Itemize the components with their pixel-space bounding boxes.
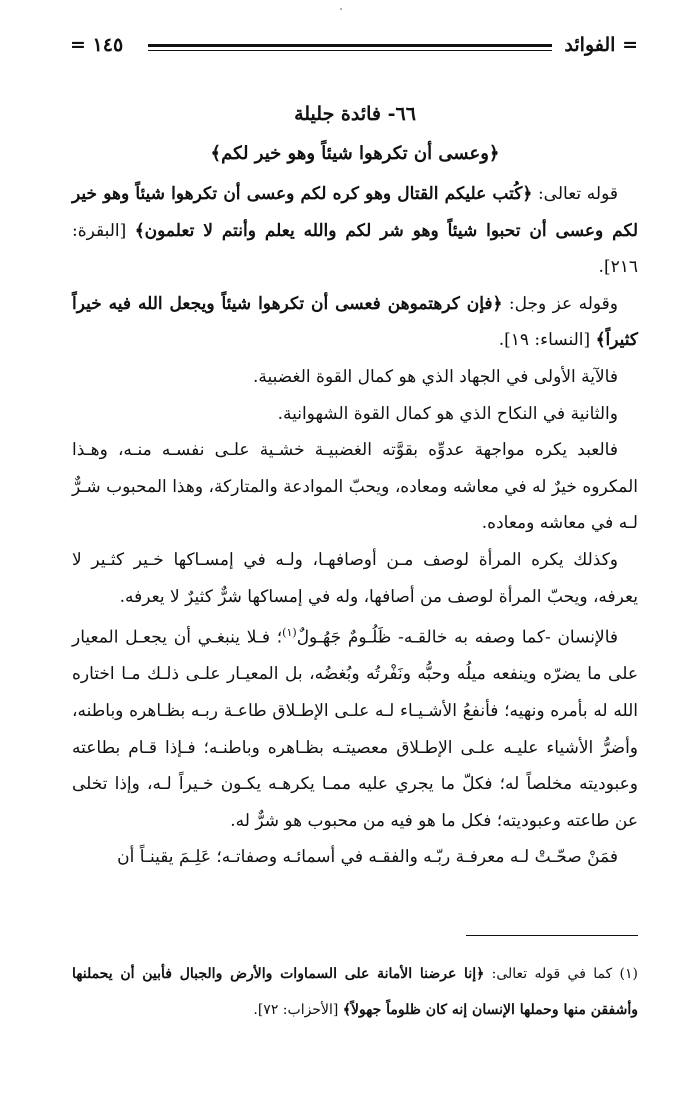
paragraph-body: ؛ فـلا ينبغـي أن يجعـل المعيار على ما يضرّه وينفعه ميلُه وحبُّه ونَفْرتُه وبُغضُه، بل المعيـار علـى ذلـك مـا اختاره الله له بأمره ونهيه؛ فأنفعُ الأشـيـاء لـه علـى الإطـلاق طاعـة ربـه بظـاهره وباطنه، وأضرُّ الأشياء عليـه علـى الإطـلاق معصيتـه بظـاهره وباطنـه؛ فـإذا قـام بطاعته وعبوديته مخلصاً له؛ فكلّ ما يجري عليه ممـا يكرهـه يكـون خـيراً لـه، وإذا تخلى عن طاعته وعبوديته؛ فكل ما هو فيه من محبوب هو شرٌّ له. — [72, 627, 638, 831]
paragraph-lead: وقوله عز وجل: — [502, 293, 619, 314]
header-rule — [148, 44, 552, 51]
book-title: = الفوائد — [564, 34, 638, 56]
verse-reference: [البقرة: ٢١٦]. — [72, 220, 638, 278]
paragraph-7 — [72, 615, 638, 839]
quran-quote: ﴿كُتب عليكم القتال وهو كره لكم وعسى أن تكرهوا شيئاً وهو خير لكم وعسى أن تحبوا شيئاً وهو شر لكم والله يعلم وأنتم لا تعلمون﴾ — [72, 184, 639, 241]
paragraph-3: فالآية الأولى في الجهاد الذي هو كمال القوة الغضبية. — [253, 366, 618, 387]
paragraph-4: والثانية في النكاح الذي هو كمال القوة الشهوانية. — [277, 403, 618, 424]
footnote-lead: (١) كما في قوله تعالى: — [484, 966, 638, 982]
paragraph-2 — [72, 286, 638, 359]
footnote-rule — [466, 935, 638, 936]
scan-speck — [340, 8, 342, 10]
section-verse-title: ﴿وعسى أن تكرهوا شيئاً وهو خير لكم﴾ — [210, 143, 500, 164]
page-number: ١٤٥ = — [70, 34, 124, 56]
paragraph-8: فمَنْ صحّـتْ لـه معرفـة ربّـه والفقـه في أسمائـه وصفاتـه؛ عَلِـمَ يقينـاً أن — [117, 847, 618, 868]
paragraph-lead: فالإنسان -كما وصفه به خالقـه- ظَلُـومٌ جَهُـولٌ — [296, 627, 619, 648]
paragraph-6: وكذلك يكره المرأة لوصف مـن أوصافهـا، ولـه في إمسـاكها خـير كثـير لا يعرفه، ويحبّ المرأة لوصف من أصافها، وله في إمساكها شرٌّ كثيرٌ لا يعرفه. — [72, 549, 638, 607]
footnote-reference[interactable]: (١) — [282, 626, 297, 640]
running-header — [70, 34, 638, 58]
footnote — [72, 956, 638, 1028]
quran-quote: ﴿فإن كرهتموهن فعسى أن تكرهوا شيئاً ويجعل الله فيه خيراً كثيراً﴾ — [72, 293, 638, 351]
footnote-reference-citation: [الأحزاب: ٧٢]. — [253, 1002, 343, 1018]
verse-reference: [النساء: ١٩]. — [498, 330, 596, 351]
section-heading: ٦٦- فائدة جليلة — [294, 103, 416, 125]
main-text — [72, 96, 638, 876]
paragraph-lead: قوله تعالى: — [532, 184, 618, 204]
paragraph-1 — [72, 176, 638, 286]
paragraph-5: فالعبد يكره مواجهة عدوِّه بقوَّته الغضبيـة خشـية علـى نفسـه منـه، وهـذا المكروه خيرٌ له في معاشه ومعاده، ويحبّ الموادعة والمتاركة، وهذا المحبوب شـرٌّ لـه في معاشه ومعاده. — [72, 440, 638, 534]
footnote-quote: ﴿إنا عرضنا الأمانة على السماوات والأرض والجبال فأبين أن يحملنها وأشفقن منها وحملها الإنسان إنه كان ظلوماً جهولاً﴾ — [72, 966, 638, 1018]
